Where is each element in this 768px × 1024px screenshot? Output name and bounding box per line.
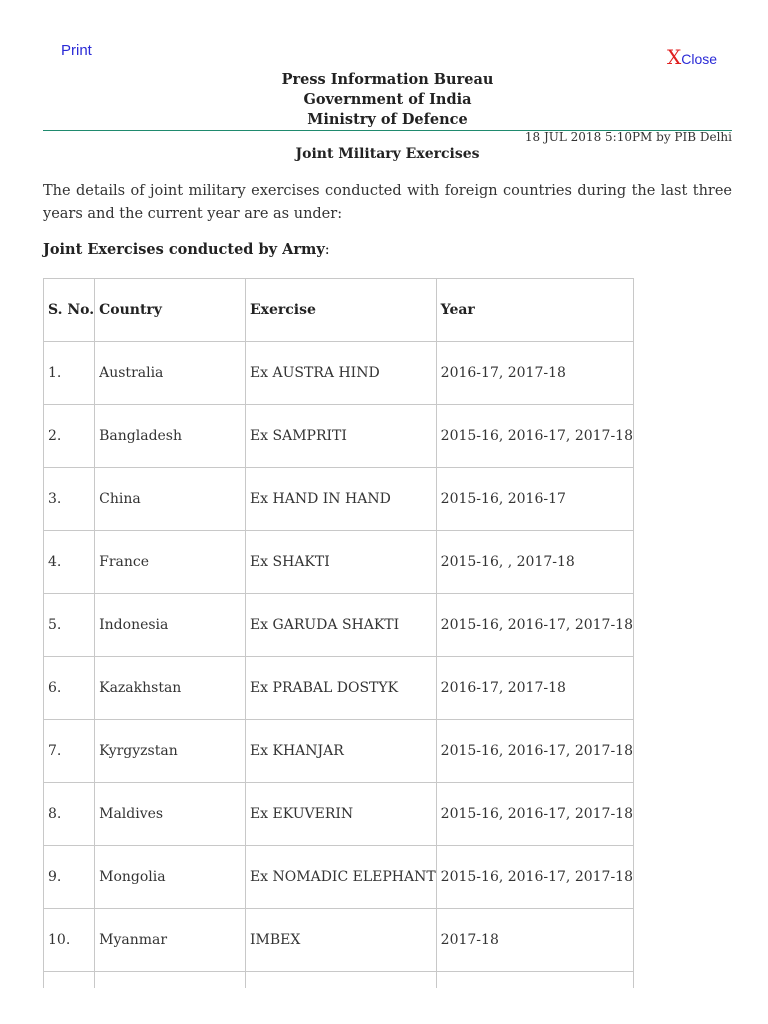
column-header-sno: S. No. <box>44 279 95 342</box>
cell-country: Mongolia <box>95 846 246 909</box>
close-button[interactable] <box>667 45 717 69</box>
table-row <box>44 594 634 657</box>
cell-exercise: Ex HAND IN HAND <box>245 468 436 531</box>
cell-year: 2016-17, 2017-18 <box>436 657 633 720</box>
table-row <box>44 531 634 594</box>
exercises-table-container <box>43 278 634 988</box>
cell-country: Australia <box>95 342 246 405</box>
cell-year: 2015-16, , 2017-18 <box>436 531 633 594</box>
table-row <box>44 405 634 468</box>
close-x-icon: X <box>667 45 682 69</box>
table-row <box>44 657 634 720</box>
section-heading-text: Joint Exercises conducted by Army <box>43 241 325 258</box>
close-label: Close <box>681 51 718 67</box>
section-heading-suffix: : <box>324 242 330 258</box>
cell-exercise: Ex AUSTRA HIND <box>245 342 436 405</box>
release-header <box>43 70 732 130</box>
cell-sno: 6. <box>44 657 95 720</box>
cell-exercise: Ex KHANJAR <box>245 720 436 783</box>
cell-exercise: IMBEX <box>245 909 436 972</box>
cell-sno: 8. <box>44 783 95 846</box>
ministry-name: Ministry of Defence <box>307 111 468 128</box>
cell-year: 2015-16, 2016-17, 2017-18 <box>436 405 633 468</box>
cell-empty <box>95 972 246 989</box>
cell-country: Kyrgyzstan <box>95 720 246 783</box>
column-header-year: Year <box>436 279 633 342</box>
cell-year: 2016-17, 2017-18 <box>436 342 633 405</box>
cell-exercise: Ex NOMADIC ELEPHANT <box>245 846 436 909</box>
cell-country: Kazakhstan <box>95 657 246 720</box>
exercises-table <box>43 278 634 988</box>
cell-country: China <box>95 468 246 531</box>
cell-year: 2015-16, 2016-17, 2017-18 <box>436 594 633 657</box>
cell-exercise: Ex PRABAL DOSTYK <box>245 657 436 720</box>
column-header-country: Country <box>95 279 246 342</box>
cell-year: 2015-16, 2016-17 <box>436 468 633 531</box>
print-link[interactable]: Print <box>61 42 92 59</box>
table-row <box>44 468 634 531</box>
table-row <box>44 909 634 972</box>
cell-empty <box>44 972 95 989</box>
table-row <box>44 783 634 846</box>
cell-exercise: Ex SAMPRITI <box>245 405 436 468</box>
cell-country: Indonesia <box>95 594 246 657</box>
cell-country: Maldives <box>95 783 246 846</box>
cell-sno: 2. <box>44 405 95 468</box>
cell-sno: 7. <box>44 720 95 783</box>
intro-paragraph: The details of joint military exercises conducted with foreign countries during the last three years and the current year are as under: <box>43 183 732 222</box>
cell-year: 2015-16, 2016-17, 2017-18 <box>436 720 633 783</box>
table-row <box>44 846 634 909</box>
cell-exercise: Ex GARUDA SHAKTI <box>245 594 436 657</box>
cell-year: 2015-16, 2016-17, 2017-18 <box>436 846 633 909</box>
cell-year: 2015-16, 2016-17, 2017-18 <box>436 783 633 846</box>
cell-sno: 4. <box>44 531 95 594</box>
release-title: Joint Military Exercises <box>295 146 480 162</box>
cell-country: France <box>95 531 246 594</box>
dateline: 18 JUL 2018 5:10PM by PIB Delhi <box>524 130 732 144</box>
cell-year: 2017-18 <box>436 909 633 972</box>
cell-exercise: Ex SHAKTI <box>245 531 436 594</box>
cell-sno: 10. <box>44 909 95 972</box>
government-name: Government of India <box>303 91 472 108</box>
column-header-exercise: Exercise <box>245 279 436 342</box>
cell-sno: 9. <box>44 846 95 909</box>
bureau-name: Press Information Bureau <box>281 71 494 88</box>
cell-empty <box>436 972 633 989</box>
section-heading <box>43 241 330 258</box>
cell-sno: 3. <box>44 468 95 531</box>
cell-empty <box>245 972 436 989</box>
cell-sno: 1. <box>44 342 95 405</box>
cell-country: Myanmar <box>95 909 246 972</box>
table-header-row <box>44 279 634 342</box>
table-row <box>44 342 634 405</box>
table-row-partial <box>44 972 634 989</box>
cell-exercise: Ex EKUVERIN <box>245 783 436 846</box>
cell-sno: 5. <box>44 594 95 657</box>
table-row <box>44 720 634 783</box>
cell-country: Bangladesh <box>95 405 246 468</box>
